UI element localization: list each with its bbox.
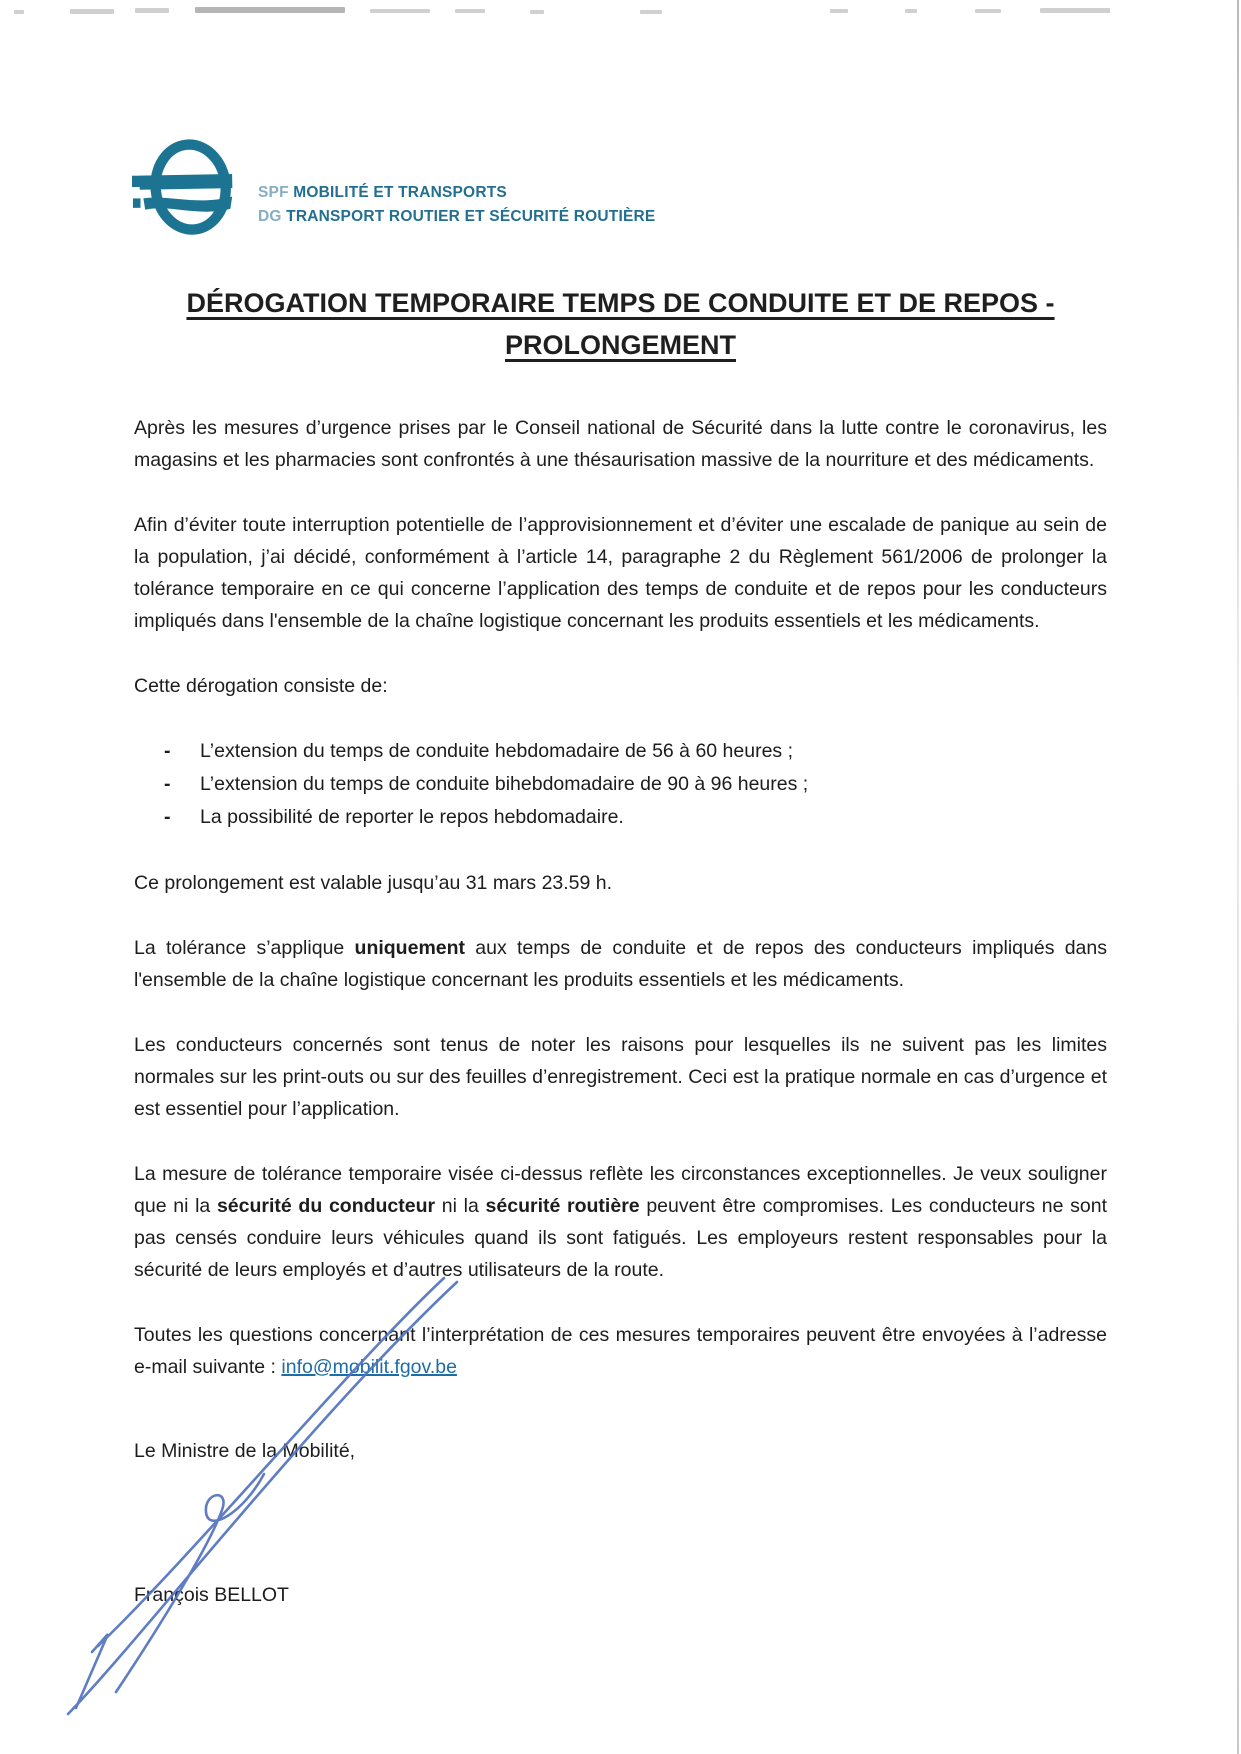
safety-bold-road: sécurité routière bbox=[485, 1195, 640, 1217]
scan-artifact bbox=[135, 8, 169, 13]
scan-artifact bbox=[975, 9, 1001, 13]
list-item bbox=[134, 801, 1107, 834]
paragraph-drivers-obligations: Les conducteurs concernés sont tenus de noter les raisons pour lesquelles ils ne suivent pas les limites normales sur les print-outs ou sur des feuilles d’enregistrement. Ceci est la pratique normale en cas d’urgence et est essentiel pour l’application. bbox=[134, 1034, 1107, 1120]
letterhead-dept-name: TRANSPORT ROUTIER ET SÉCURITÉ ROUTIÈRE bbox=[286, 208, 656, 225]
contact-pre: Toutes les questions concernant l’interprétation de ces mesures temporaires peuvent être envoyées à l’adresse e-mail suivante : bbox=[134, 1324, 1107, 1378]
scan-artifact bbox=[640, 10, 662, 14]
paragraph-decision: Afin d’éviter toute interruption potentielle de l’approvisionnement et d’éviter une escalade de panique au sein de la population, j’ai décidé, conformément à l’article 14, paragraphe 2 du Règlement 561/2006 de prolonger la tolérance temporaire en ce qui concerne l’application des temps de conduite et de repos pour les conducteurs impliqués dans l'ensemble de la chaîne logistique concernant les produits essentiels et les médicaments. bbox=[134, 514, 1107, 632]
letterhead-line1 bbox=[258, 181, 655, 205]
letterhead-line2 bbox=[258, 205, 655, 229]
safety-bold-driver: sécurité du conducteur bbox=[216, 1195, 436, 1217]
scan-artifact bbox=[905, 9, 917, 13]
paragraph-contact bbox=[134, 1319, 1107, 1383]
scan-artifact bbox=[530, 10, 544, 14]
list-item-text: L’extension du temps de conduite hebdomadaire de 56 à 60 heures ; bbox=[200, 740, 794, 762]
signer-name: François BELLOT bbox=[134, 1584, 289, 1606]
derogation-list bbox=[134, 735, 1107, 834]
tolerance-bold: uniquement bbox=[354, 937, 466, 959]
safety-part3: peuvent être compromises. Les conducteurs ne sont pas censés conduire leurs véhicules quand ils sont fatigués. Les employeurs restent responsables pour la sécurité de leurs employés et d’autres utilisateurs de la route. bbox=[134, 1195, 1108, 1281]
safety-part1: La mesure de tolérance temporaire visée ci-dessus reflète les circonstances exceptionnelles. Je veux souligner que ni la bbox=[134, 1163, 1107, 1217]
scan-artifact bbox=[455, 9, 485, 13]
letterhead-org-prefix: SPF bbox=[258, 184, 289, 201]
scan-artifact bbox=[195, 7, 345, 13]
tolerance-post: aux temps de conduite et de repos des conducteurs impliqués dans l'ensemble de la chaîne logistique concernant les produits essentiels et les médicaments. bbox=[134, 937, 1107, 991]
list-item bbox=[134, 768, 1107, 801]
list-item-text: L’extension du temps de conduite bihebdomadaire de 90 à 96 heures ; bbox=[200, 773, 809, 795]
bullet-dash: - bbox=[164, 773, 171, 795]
scan-edge bbox=[1237, 0, 1239, 1754]
bullet-dash: - bbox=[164, 740, 171, 762]
salutation: Le Ministre de la Mobilité, bbox=[134, 1440, 356, 1462]
scan-artifact bbox=[14, 10, 24, 14]
letterhead-text bbox=[258, 147, 655, 229]
list-item-text: La possibilité de reporter le repos hebdomadaire. bbox=[200, 806, 624, 828]
paragraph-intro: Après les mesures d’urgence prises par le Conseil national de Sécurité dans la lutte contre le coronavirus, les magasins et les pharmacies sont confrontés à une thésaurisation massive de la nourriture et des médicaments. bbox=[134, 417, 1107, 471]
list-item bbox=[134, 735, 1107, 768]
bullet-dash: - bbox=[164, 806, 171, 828]
document-title bbox=[134, 282, 1107, 366]
scan-artifact bbox=[1040, 8, 1110, 13]
letterhead-dept-prefix: DG bbox=[258, 208, 282, 225]
tolerance-pre: La tolérance s’applique bbox=[134, 937, 355, 959]
paragraph-validity: Ce prolongement est valable jusqu’au 31 mars 23.59 h. bbox=[134, 872, 613, 894]
spf-globe-logo-icon bbox=[132, 138, 236, 238]
paragraph-derogation-lead: Cette dérogation consiste de: bbox=[134, 675, 388, 697]
scan-artifact bbox=[830, 9, 848, 13]
contact-email-link[interactable]: info@mobilit.fgov.be bbox=[281, 1356, 457, 1378]
letterhead-org-name: MOBILITÉ ET TRANSPORTS bbox=[293, 184, 507, 201]
paragraph-tolerance-scope bbox=[134, 932, 1107, 996]
scan-artifact bbox=[70, 9, 114, 14]
document-title-line1: DÉROGATION TEMPORAIRE TEMPS DE CONDUITE ET DE REPOS - bbox=[186, 288, 1055, 318]
letterhead bbox=[132, 138, 1107, 238]
document-title-line2: PROLONGEMENT bbox=[504, 330, 736, 360]
scan-artifact bbox=[370, 9, 430, 13]
paragraph-safety bbox=[134, 1158, 1107, 1286]
safety-part2: ni la bbox=[435, 1195, 486, 1217]
